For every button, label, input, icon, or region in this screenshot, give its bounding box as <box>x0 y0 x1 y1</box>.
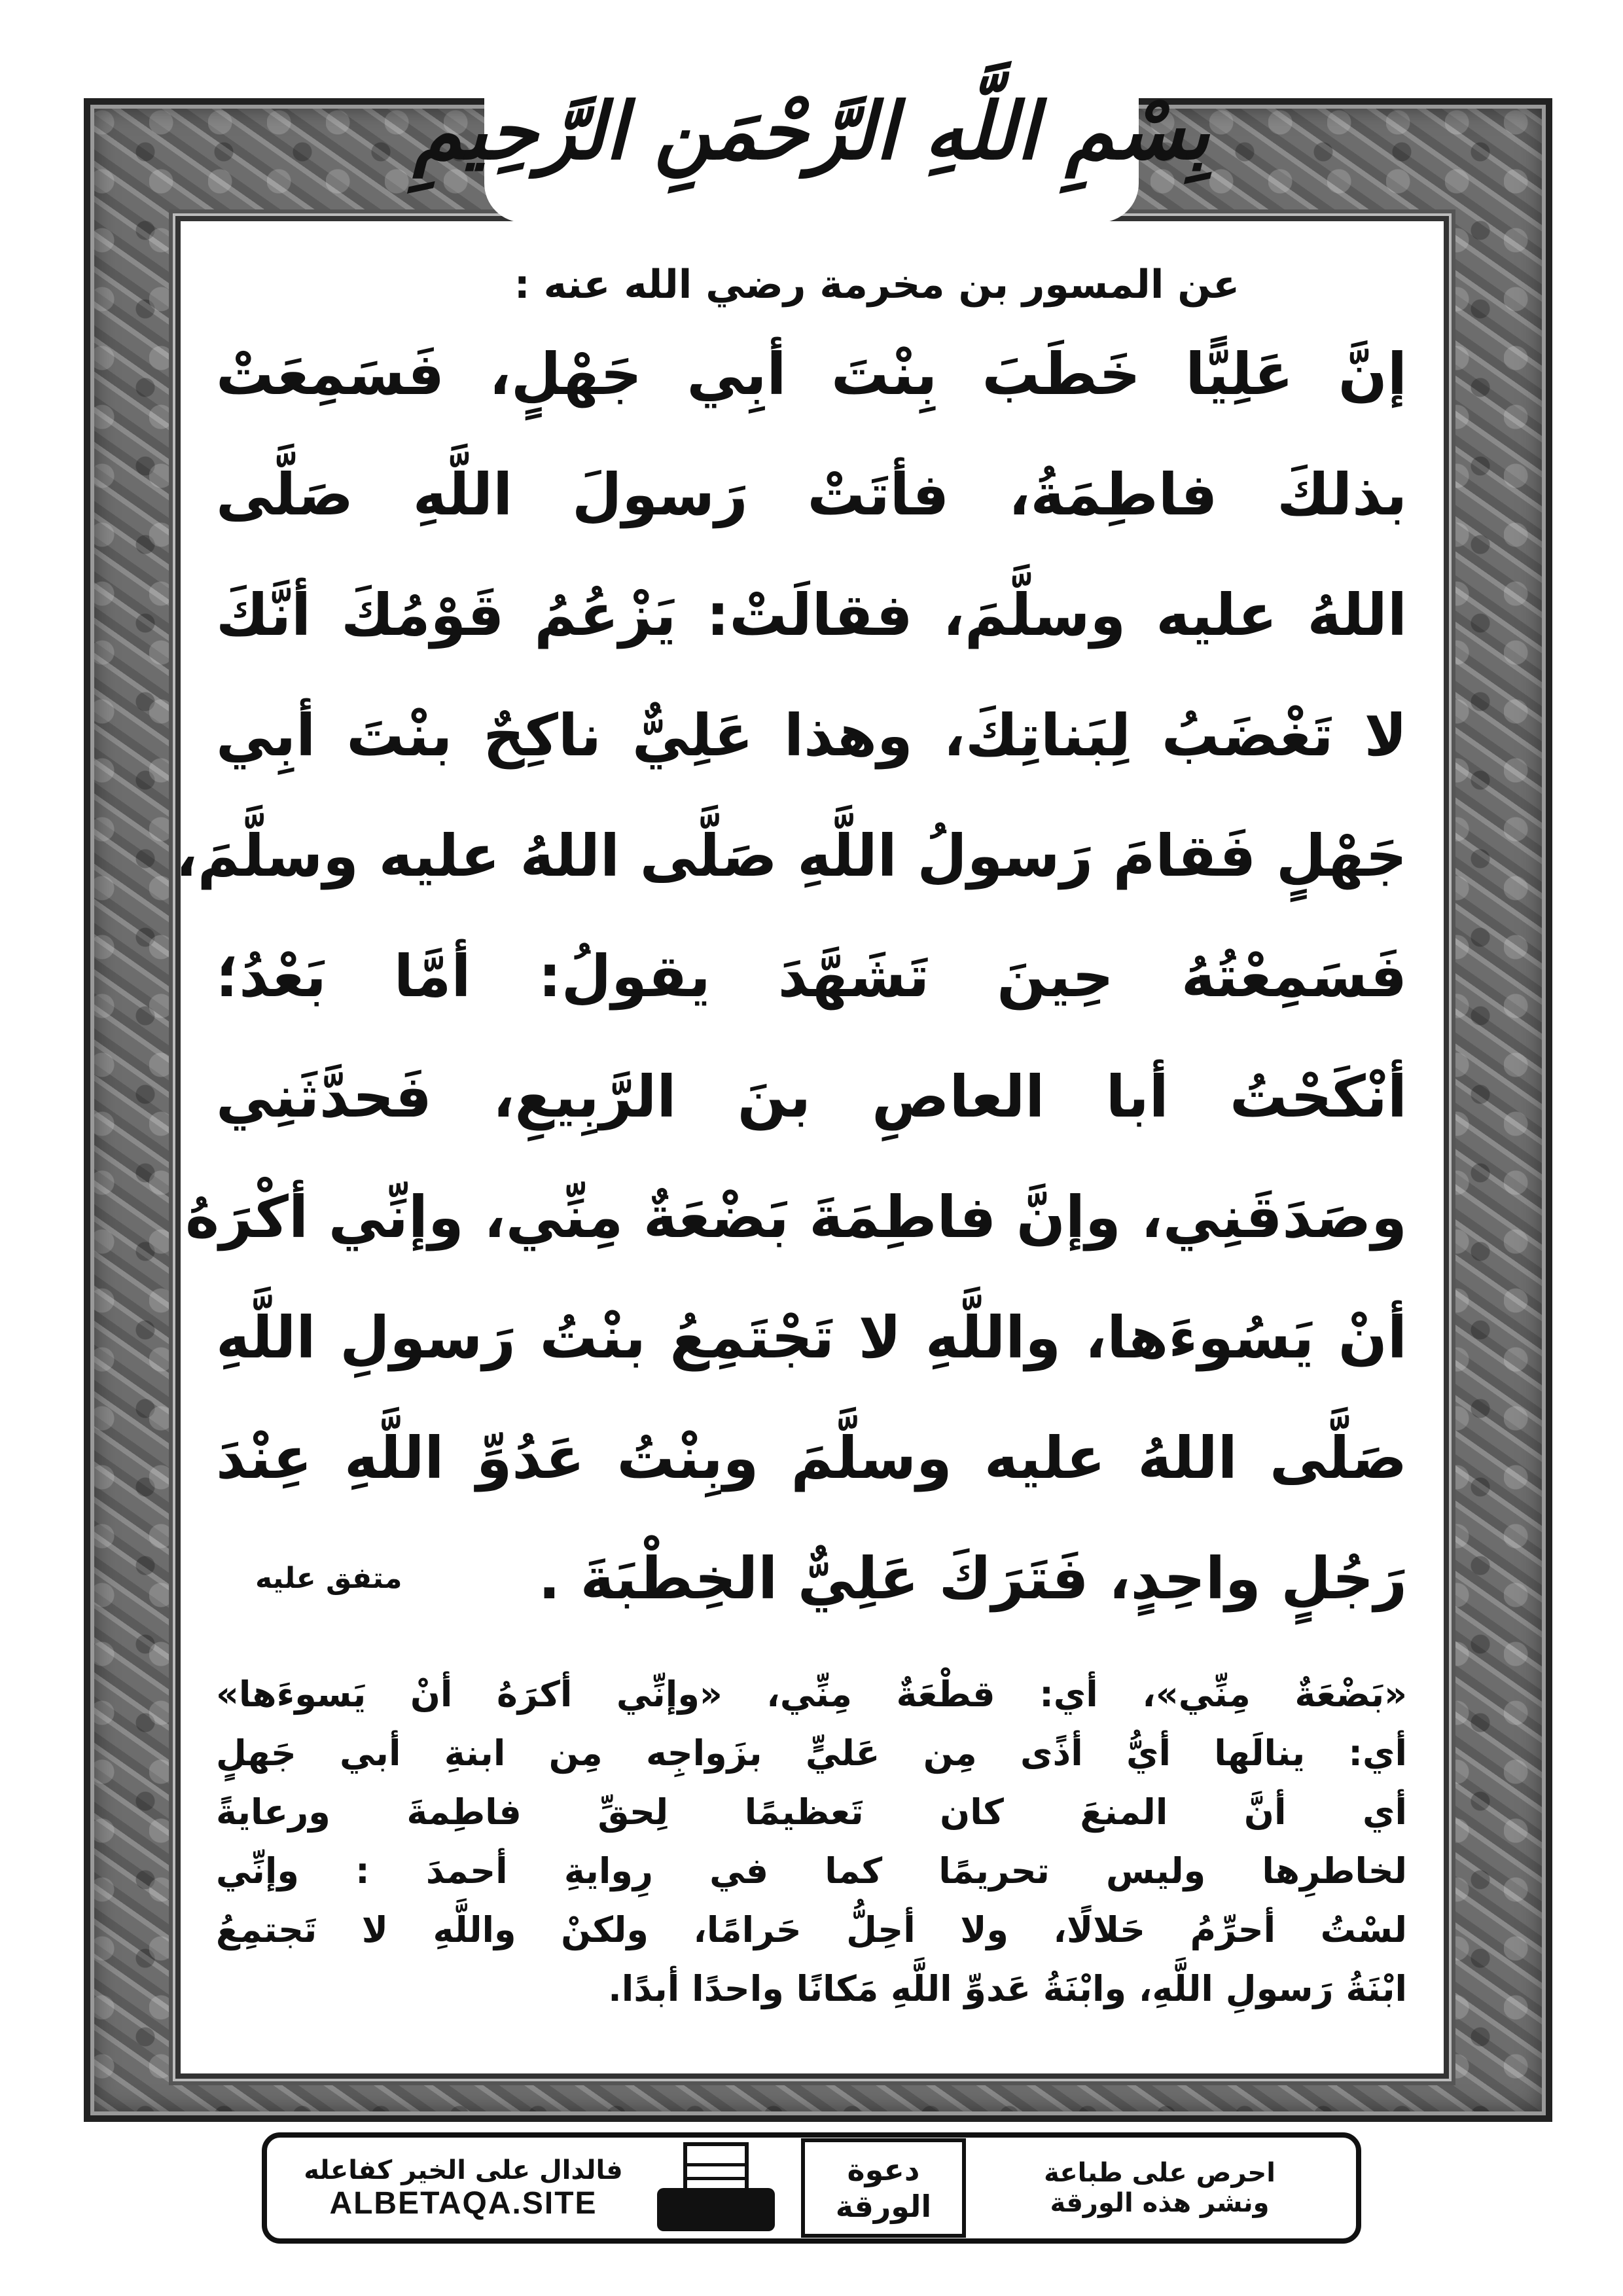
hadith-line: بذلكَ فاطِمَةُ، فأتَتْ رَسولَ اللَّهِ صَلَّى <box>216 461 1407 528</box>
hadith-line: فَسَمِعْتُهُ حِينَ تَشَهَّدَ يقولُ: أمَّا بَعْدُ؛ <box>216 942 1407 1010</box>
explanation-line: لخاطرِها وليس تحريمًا كما في رِوايةِ أحمدَ : وإنِّي <box>216 1850 1407 1892</box>
dawah-logo: دعوة الورقة <box>801 2138 966 2238</box>
hadith-line: وصَدَقَنِي، وإنَّ فاطِمَةَ بَضْعَةٌ مِنِّي، وإنِّي أكْرَهُ <box>185 1183 1407 1251</box>
explanation-block <box>216 1665 1407 2018</box>
hadith-line: إنَّ عَلِيًّا خَطَبَ بِنْتَ أبِي جَهْلٍ، فَسَمِعَتْ <box>216 340 1407 408</box>
footer-print-line2: ونشر هذه الورقة <box>1050 2188 1270 2218</box>
explanation-line: ابْنَةُ رَسولِ اللَّهِ، وابْنَةُ عَدوِّ اللَّهِ مَكانًا واحدًا أبدًا. <box>608 1968 1407 2009</box>
explanation-line: أي أنَّ المنعَ كان تَعظيمًا لِحقِّ فاطِمةَ ورعايةً <box>216 1791 1407 1833</box>
footer-slogan: فالدال على الخير كفاعله <box>304 2155 623 2185</box>
hadith-content <box>175 262 1407 2018</box>
printer-icon <box>657 2142 775 2234</box>
hadith-line: أنْ يَسُوءَها، واللَّهِ لا تَجْتَمِعُ بنْتُ رَسولِ اللَّهِ <box>216 1304 1407 1371</box>
explanation-line: لسْتُ أحرِّمُ حَلالًا، ولا أحِلُّ حَرامًا، ولكنْ واللَّهِ لا تَجتمِعُ <box>216 1909 1407 1950</box>
footer-print-line1: احرص على طباعة <box>1044 2158 1275 2188</box>
hadith-line: لا تَغْضَبُ لِبَناتِكَ، وهذا عَلِيٌّ ناكِحٌ بنْتَ أبِي <box>216 702 1407 769</box>
hadith-line: أنْكَحْتُ أبا العاصِ بنَ الرَّبِيعِ، فَحدَّثَنِي <box>216 1063 1407 1130</box>
hadith-last-text: رَجُلٍ واحِدٍ، فَتَرَكَ عَلِيٌّ الخِطْبَةَ . <box>538 1545 1407 1612</box>
hadith-source: متفق عليه <box>255 1562 402 1595</box>
footer-center <box>657 2138 966 2238</box>
explanation-line: أي: ينالَها أيُّ أذًى مِن عَليٍّ بزَواجِه مِن ابنةِ أبي جَهلٍ <box>216 1732 1407 1774</box>
hadith-line: صَلَّى اللهُ عليه وسلَّمَ وبِنْتُ عَدُوِّ اللَّهِ عِنْدَ <box>216 1424 1407 1492</box>
footer-url[interactable]: ALBETAQA.SITE <box>329 2185 597 2221</box>
basmala-banner <box>413 39 1210 223</box>
narrator-line: عن المسور بن مخرمة رضي الله عنه : <box>514 262 1240 308</box>
footer-bar <box>262 2132 1361 2244</box>
hadith-line: جَهْلٍ فَقامَ رَسولُ اللَّهِ صَلَّى اللهُ عليه وسلَّمَ، <box>175 822 1407 889</box>
basmala-text: بِسْمِ اللَّهِ الرَّحْمَنِ الرَّحِيمِ <box>413 84 1210 177</box>
explanation-line: «بَضْعَةٌ مِنِّي»، أي: قطْعَةٌ مِنِّي، «وإنِّي أكرَهُ أنْ يَسوءَها» <box>216 1674 1407 1715</box>
hadith-line: اللهُ عليه وسلَّمَ، فقالَتْ: يَزْعُمُ قَوْمُكَ أنَّكَ <box>216 581 1407 649</box>
hadith-last-line <box>216 1518 1407 1639</box>
footer-right <box>990 2158 1330 2218</box>
footer-left <box>293 2155 633 2221</box>
